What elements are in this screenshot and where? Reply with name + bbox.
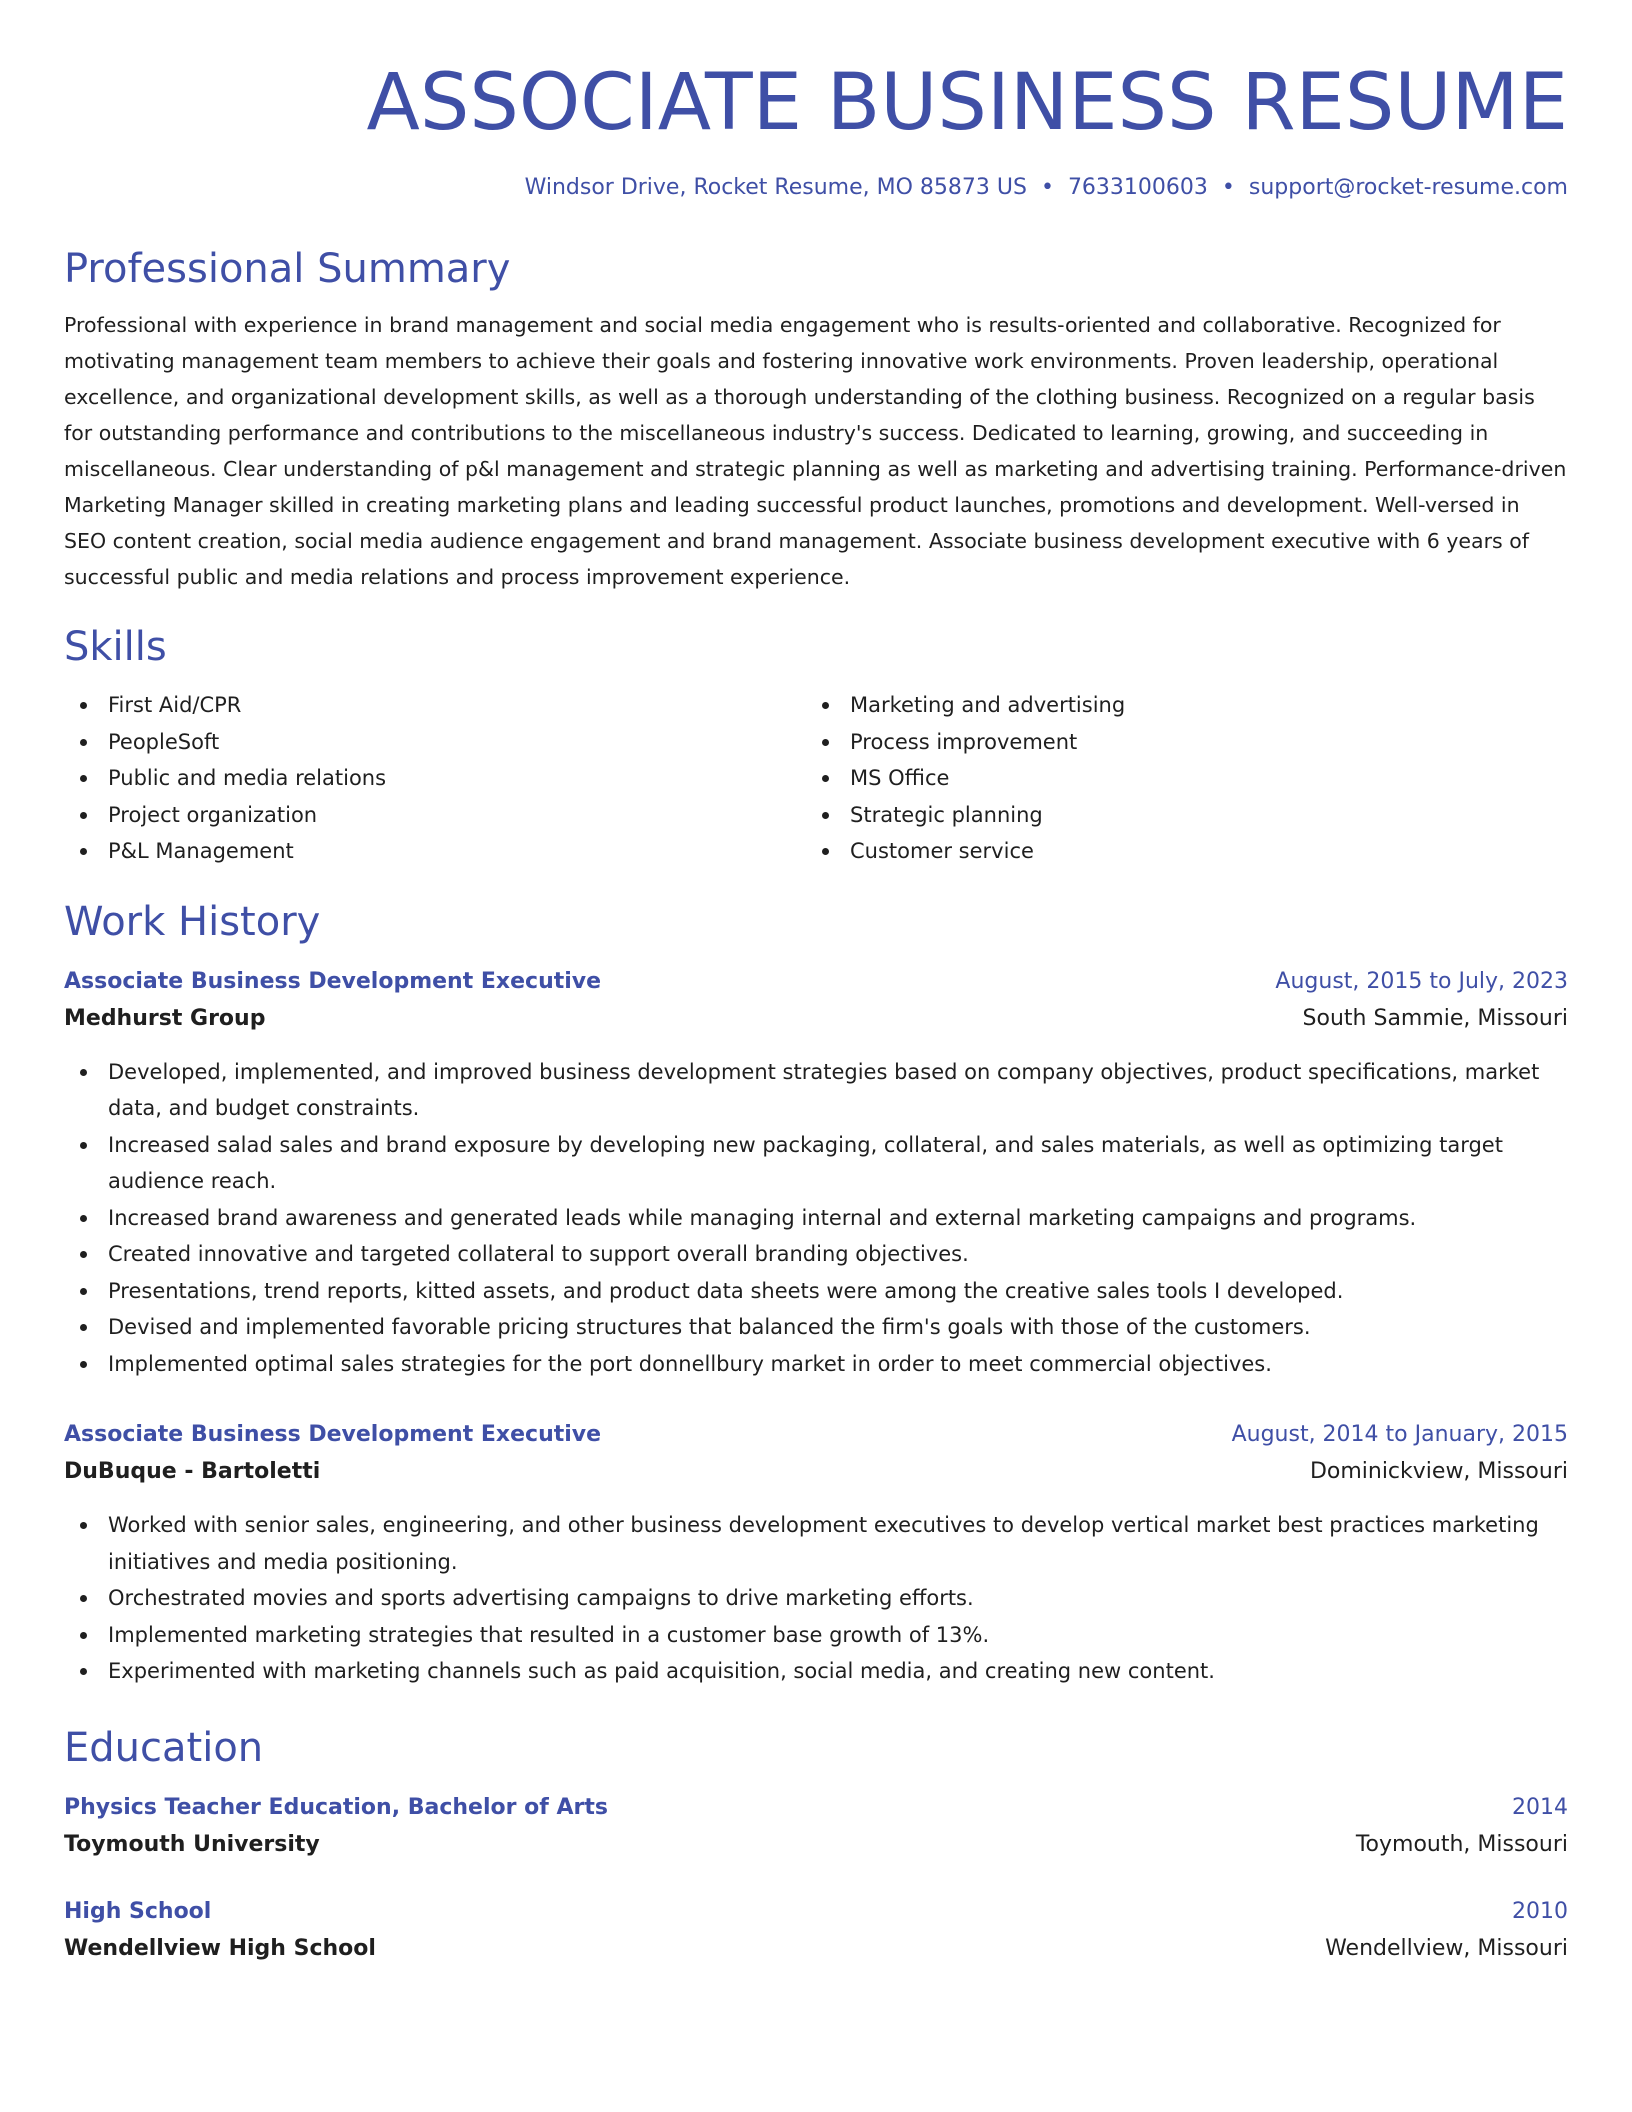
job-location: Dominickview, Missouri (1309, 1459, 1568, 1484)
job-bullet: Presentations, trend reports, kitted assets, and product data sheets were among the creative sales tools I developed. (64, 1273, 1568, 1310)
job-bullet: Experimented with marketing channels such as paid acquisition, social media, and creating new content. (64, 1653, 1568, 1690)
job-bullets (64, 1054, 1568, 1383)
degree: Physics Teacher Education, Bachelor of Arts (64, 1794, 608, 1820)
job-entry (64, 1417, 1568, 1690)
job-bullet: Created innovative and targeted collateral to support overall branding objectives. (64, 1236, 1568, 1273)
summary-heading: Professional Summary (64, 246, 511, 292)
resume-page (64, 0, 1568, 1968)
school-location: Toymouth, Missouri (1355, 1831, 1568, 1857)
contact-line (64, 173, 1568, 203)
skill-item: MS Office (806, 760, 1548, 797)
skill-item: Marketing and advertising (806, 687, 1548, 724)
job-dates: August, 2015 to July, 2023 (1275, 968, 1568, 994)
skill-item: Customer service (806, 833, 1548, 870)
summary-text: Professional with experience in brand management and social media engagement who is results-oriented and collaborative. Recognized for motivating management team members to achieve their goals and fostering innovative work environments. Proven leadership, operational excellence, and organizational development skills, as well as a thorough understanding of the clothing business. Recognized on a regular basis for outstanding performance and contributions to the miscellaneous industry's success. Dedicated to learning, growing, and succeeding in miscellaneous. Clear understanding of p&l management and strategic planning as well as marketing and advertising training. Performance-driven Marketing Manager skilled in creating marketing plans and leading successful product launches, promotions and development. Well-versed in SEO content creation, social media audience engagement and brand management. Associate business development executive with 6 years of successful public and media relations and process improvement experience. (64, 313, 1567, 589)
job-bullet: Increased salad sales and brand exposure by developing new packaging, collateral, and sales materials, as well as optimizing target audience reach. (64, 1127, 1568, 1200)
skills-list (64, 687, 1568, 870)
graduation-year: 2014 (1512, 1794, 1568, 1820)
school-name: Toymouth University (64, 1831, 320, 1857)
job-bullet: Implemented optimal sales strategies for the port donnellbury market in order to meet commercial objectives. (64, 1346, 1568, 1383)
contact-address: Windsor Drive, Rocket Resume, MO 85873 US (524, 175, 1027, 200)
job-title: Associate Business Development Executive (64, 968, 602, 994)
work-history-heading: Work History (64, 898, 321, 945)
job-title: Associate Business Development Executive (64, 1422, 602, 1447)
skills-heading: Skills (64, 624, 167, 670)
company-name: DuBuque - Bartoletti (64, 1459, 321, 1484)
education-heading: Education (64, 1724, 264, 1771)
education-entry (64, 1894, 1568, 1968)
job-entry (64, 964, 1568, 1383)
school-location: Wendellview, Missouri (1325, 1935, 1568, 1961)
company-name: Medhurst Group (64, 1005, 266, 1031)
job-bullets (64, 1507, 1568, 1690)
skills-column-right (806, 687, 1548, 870)
job-bullet: Orchestrated movies and sports advertising campaigns to drive marketing efforts. (64, 1580, 1568, 1617)
job-location: South Sammie, Missouri (1302, 1005, 1568, 1031)
contact-phone[interactable]: 7633100603 (1067, 175, 1208, 200)
resume-title: ASSOCIATE BUSINESS RESUME (366, 58, 1568, 148)
contact-email[interactable]: support@rocket-resume.com (1248, 175, 1568, 200)
job-bullet: Devised and implemented favorable pricing structures that balanced the firm's goals with those of the customers. (64, 1309, 1568, 1346)
skill-item: P&L Management (64, 833, 806, 870)
skill-item: Strategic planning (806, 797, 1548, 834)
education-entry (64, 1790, 1568, 1864)
job-bullet: Worked with senior sales, engineering, and other business development executives to develop vertical market best practices marketing initiatives and media positioning. (64, 1507, 1568, 1580)
contact-separator: • (1221, 175, 1235, 200)
job-bullet: Increased brand awareness and generated leads while managing internal and external marketing campaigns and programs. (64, 1200, 1568, 1237)
skill-item: PeopleSoft (64, 724, 806, 761)
contact-separator: • (1040, 175, 1054, 200)
degree: High School (64, 1898, 212, 1924)
skills-column-left (64, 687, 806, 870)
job-dates: August, 2014 to January, 2015 (1231, 1422, 1568, 1447)
graduation-year: 2010 (1512, 1898, 1568, 1924)
skill-item: Public and media relations (64, 760, 806, 797)
job-bullet: Developed, implemented, and improved business development strategies based on company objectives, product specifications, market data, and budget constraints. (64, 1054, 1568, 1127)
job-bullet: Implemented marketing strategies that resulted in a customer base growth of 13%. (64, 1617, 1568, 1654)
skill-item: Process improvement (806, 724, 1548, 761)
skill-item: First Aid/CPR (64, 687, 806, 724)
skill-item: Project organization (64, 797, 806, 834)
school-name: Wendellview High School (64, 1935, 376, 1961)
